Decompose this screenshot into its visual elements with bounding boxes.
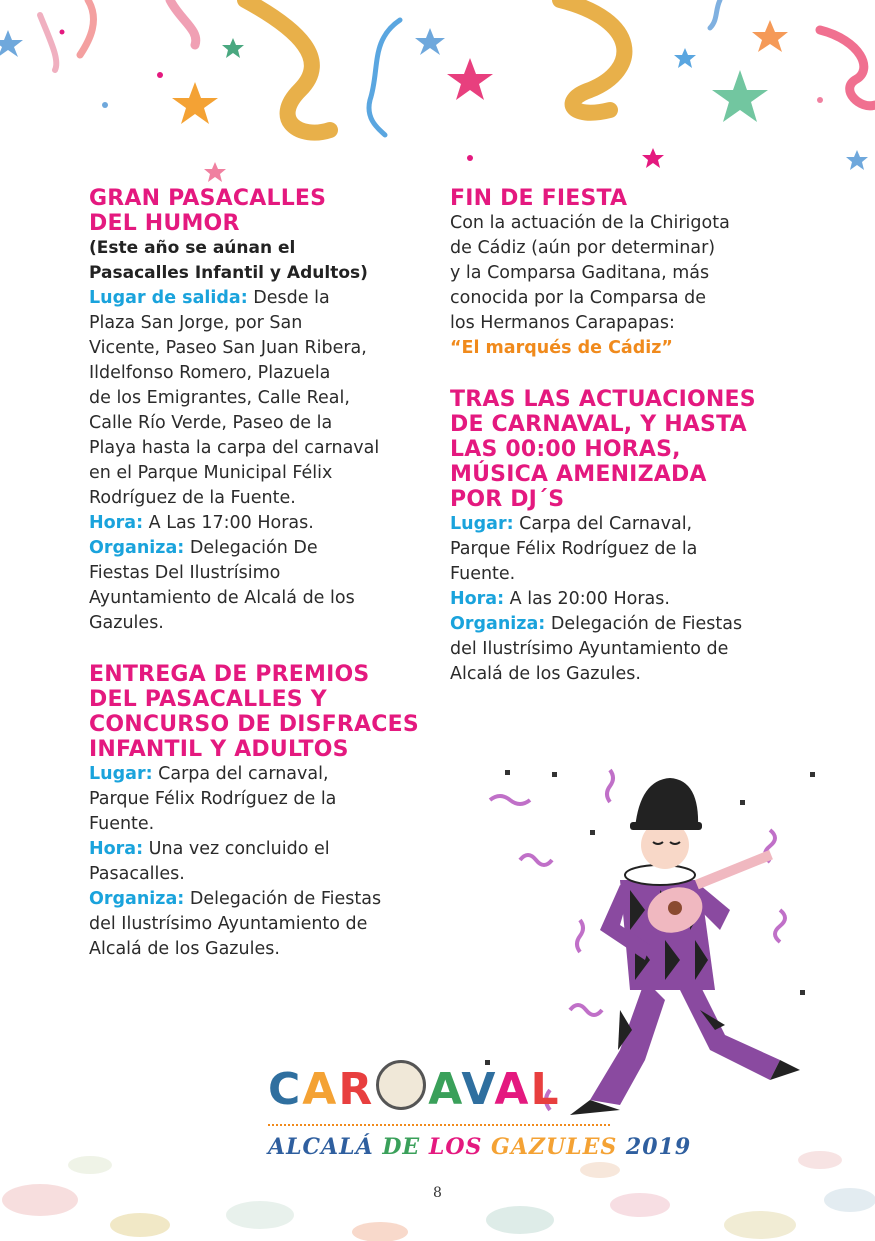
text-line: de los Emigrantes, Calle Real, [89,388,350,408]
logo-letter: C [268,1064,303,1115]
hora-value: A las 20:00 Horas. [504,589,670,609]
text-line: Carpa del carnaval, [152,764,329,784]
salida-label: Lugar de salida: [89,288,248,308]
text-line: Delegación De [184,538,318,558]
pasacalles-subtitle [89,236,434,286]
title-line: FIN DE FIESTA [450,186,628,211]
title-line: INFANTIL Y ADULTOS [89,737,349,762]
hora-value: A Las 17:00 Horas. [143,513,314,533]
logo-letter: A [428,1064,462,1115]
premios-section [89,662,434,962]
title-line: LAS 00:00 HORAS, [450,437,681,462]
text-line: Una vez concluido el [143,839,330,859]
logo-sub-part: DE [382,1134,429,1160]
logo-sub-part: ALCALÁ [268,1134,383,1160]
pasacalles-section [89,186,434,636]
text-line: Ildelfonso Romero, Plazuela [89,363,331,383]
fin-de-fiesta-section [450,186,795,361]
title-line: GRAN PASACALLES [89,186,327,211]
premios-title [89,662,434,762]
text-line: del Ilustrísimo Ayuntamiento de [89,914,368,934]
right-column [450,186,795,713]
title-line: DE CARNAVAL, Y HASTA [450,412,747,437]
title-line: POR DJ´S [450,487,565,512]
title-line: DEL HUMOR [89,211,240,236]
lugar-paragraph [450,512,795,587]
text-line: Desde la [247,288,330,308]
logo-letter: A [494,1064,531,1115]
organiza-label: Organiza: [450,614,546,634]
carnaval-logo [268,1058,692,1162]
text-line: Fuente. [450,564,516,584]
carnival-mask-icon [376,1060,426,1110]
title-line: MÚSICA AMENIZADA [450,462,707,487]
logo-sub-part: 2019 [625,1134,692,1160]
logo-letter: A [302,1064,339,1115]
text-line: conocida por la Comparsa de [450,288,707,308]
logo-sub-part: GAZULES [491,1134,626,1160]
text-line: los Hermanos Carapapas: [450,313,675,333]
text-line: Con la actuación de la Chirigota [450,213,730,233]
salida-paragraph [89,286,434,511]
lugar-label: Lugar: [89,764,153,784]
text-line: Playa hasta la carpa del carnaval [89,438,380,458]
organiza-label: Organiza: [89,538,185,558]
hora-paragraph [450,587,795,612]
logo-sub-part: LOS [428,1134,492,1160]
organiza-paragraph [89,536,434,636]
comparsa-name: “El marqués de Cádiz” [450,338,673,358]
fin-de-fiesta-title [450,186,795,211]
hora-label: Hora: [89,513,144,533]
text-line: Fiestas Del Ilustrísimo [89,563,281,583]
title-line: ENTREGA DE PREMIOS [89,662,370,687]
text-line: Delegación de Fiestas [545,614,743,634]
logo-letter: L [530,1064,561,1115]
text-line: Carpa del Carnaval, [513,514,693,534]
organiza-label: Organiza: [89,889,185,909]
title-line: CONCURSO DE DISFRACES [89,712,419,737]
lugar-label: Lugar: [450,514,514,534]
organiza-paragraph [89,887,434,962]
hora-label: Hora: [89,839,144,859]
text-line: Alcalá de los Gazules. [450,664,641,684]
carnaval-wordmark [268,1058,608,1122]
text-line: Ayuntamiento de Alcalá de los [89,588,355,608]
fin-de-fiesta-body [450,211,795,361]
text-line: y la Comparsa Gaditana, más [450,263,710,283]
text-line: de Cádiz (aún por determinar) [450,238,716,258]
subtitle-line: Pasacalles Infantil y Adultos) [89,263,368,283]
lugar-paragraph [89,762,434,837]
text-line: del Ilustrísimo Ayuntamiento de [450,639,729,659]
logo-letter: V [461,1064,495,1115]
logo-subtitle [268,1132,692,1162]
text-line: Fuente. [89,814,155,834]
text-line: Plaza San Jorge, por San [89,313,303,333]
text-line: Rodríguez de la Fuente. [89,488,296,508]
text-line: Parque Félix Rodríguez de la [89,789,337,809]
text-line: Vicente, Paseo San Juan Ribera, [89,338,367,358]
pasacalles-title [89,186,434,236]
page-number: 8 [433,1185,442,1201]
text-line: Alcalá de los Gazules. [89,939,280,959]
text-line: Calle Río Verde, Paseo de la [89,413,333,433]
logo-letter: R [338,1064,375,1115]
dj-section [450,387,795,687]
text-line: Delegación de Fiestas [184,889,382,909]
subtitle-line: (Este año se aúnan el [89,238,296,258]
text-line: Pasacalles. [89,864,185,884]
hora-paragraph [89,837,434,887]
hora-paragraph [89,511,434,536]
text-line: Gazules. [89,613,164,633]
text-line: en el Parque Municipal Félix [89,463,333,483]
title-line: DEL PASACALLES Y [89,687,327,712]
left-column [89,186,434,988]
hora-label: Hora: [450,589,505,609]
title-line: TRAS LAS ACTUACIONES [450,387,756,412]
logo-divider [268,1124,610,1126]
dj-title [450,387,795,512]
organiza-paragraph [450,612,795,687]
text-line: Parque Félix Rodríguez de la [450,539,698,559]
